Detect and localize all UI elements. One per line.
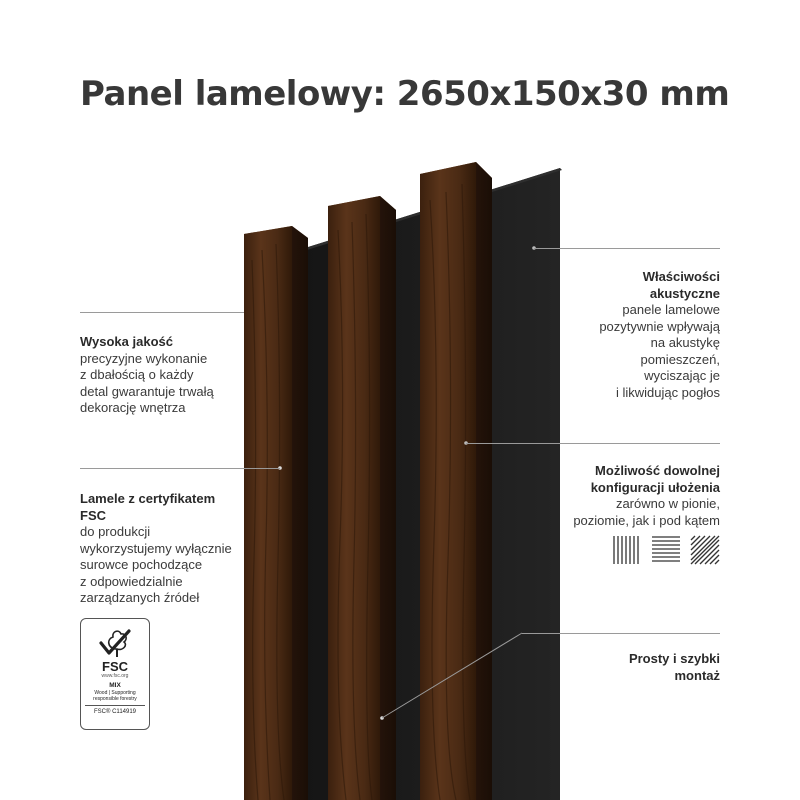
fsc-code: FSC® C114919: [85, 705, 145, 716]
config-heading-line: konfiguracji ułożenia: [590, 479, 720, 495]
connector-config: [466, 443, 720, 444]
fsc-line: do produkcji: [80, 524, 151, 539]
page-title: Panel lamelowy: 2650x150x30 mm: [80, 74, 730, 114]
config-line: poziomie, jak i pod kątem: [573, 512, 720, 528]
diagonal-pattern-icon: [690, 535, 720, 565]
fsc-sub: responsible forestry: [93, 696, 137, 702]
config-block: [520, 463, 720, 529]
quality-line: precyzyjne wykonanie: [80, 350, 208, 366]
wood-slat-right: [420, 162, 492, 800]
fsc-block: [80, 491, 250, 607]
fsc-url: www.fsc.org: [101, 673, 129, 679]
fsc-mix: MIX: [109, 682, 121, 689]
acoustic-line: pozytywnie wpływają: [599, 318, 720, 334]
quality-line: dekorację wnętrza: [80, 400, 186, 415]
acoustic-line: i likwidując pogłos: [615, 384, 720, 400]
acoustic-line: panele lamelowe: [622, 302, 720, 317]
quality-line: z dbałością o każdy: [80, 367, 194, 382]
acoustic-line: wyciszając je: [644, 368, 720, 383]
fsc-line: z odpowiedzialnie: [80, 573, 183, 589]
wood-slat-middle: [328, 196, 396, 800]
fsc-logo: [80, 618, 150, 730]
wood-slat-left: [244, 226, 308, 800]
tree-check-icon: [95, 625, 135, 659]
acoustic-line: na akustykę: [650, 335, 720, 350]
quality-block: [80, 334, 260, 417]
mount-heading-line: montaż: [674, 667, 720, 683]
fsc-heading-line: Lamele z certyfikatem: [80, 491, 216, 506]
horizontal-pattern-icon: [651, 535, 681, 565]
fsc-sub: Wood | Supporting: [94, 690, 136, 696]
acoustic-heading-line: Właściwości: [642, 269, 720, 284]
mount-heading-line: Prosty i szybki: [628, 651, 720, 666]
quality-heading: Wysoka jakość: [80, 334, 173, 349]
mount-block: [520, 651, 720, 684]
connector-fsc: [80, 468, 280, 469]
quality-line: detal gwarantuje trwałą: [80, 383, 214, 399]
fsc-brand: FSC: [102, 659, 128, 674]
acoustic-line: pomieszczeń,: [640, 351, 720, 367]
config-line: zarówno w pionie,: [615, 496, 720, 511]
fsc-heading-line: FSC: [80, 507, 106, 523]
fsc-line: surowce pochodzące: [80, 557, 203, 572]
acoustic-heading-line: akustyczne: [649, 285, 720, 301]
connector-mount: [522, 633, 720, 634]
connector-acoustic: [534, 248, 720, 249]
connector-quality: [80, 312, 244, 313]
config-heading-line: Możliwość dowolnej: [595, 463, 720, 478]
fsc-line: zarządzanych źródeł: [80, 590, 200, 605]
acoustic-block: [520, 269, 720, 401]
fsc-line: wykorzystujemy wyłącznie: [80, 540, 232, 556]
vertical-pattern-icon: [612, 535, 642, 565]
